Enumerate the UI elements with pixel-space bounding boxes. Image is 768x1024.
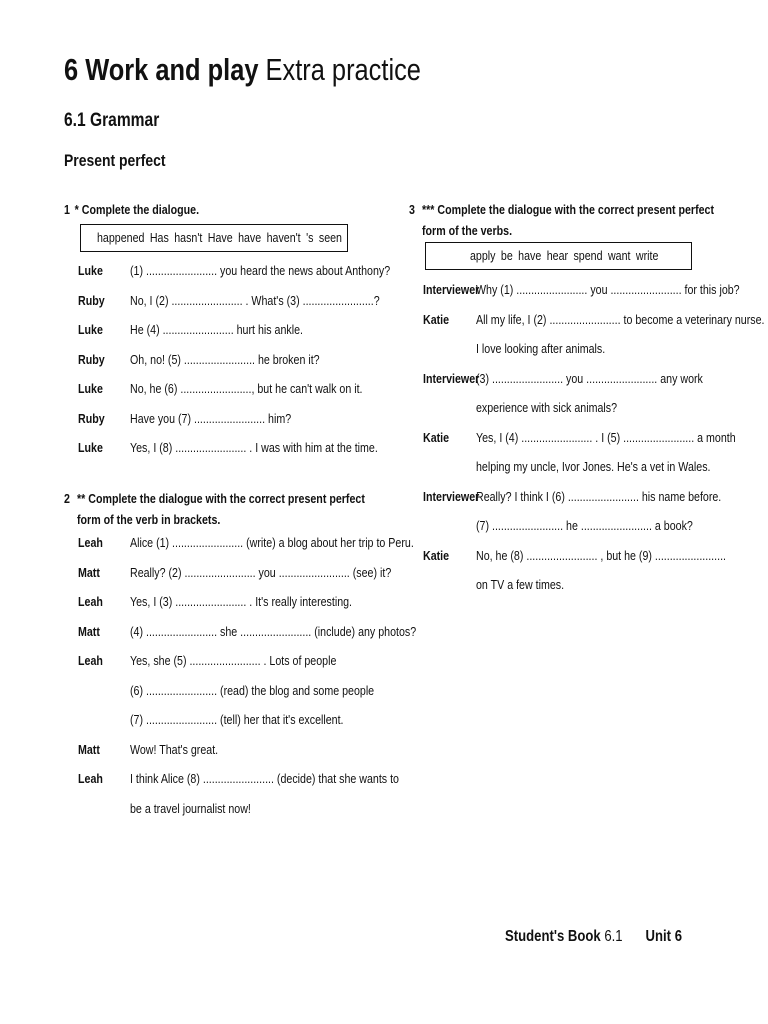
dialogue-text: Really? I think I (6) ........................ his name before.	[476, 488, 722, 504]
dialogue-text: Yes, she (5) ........................ . Lots of people	[130, 653, 337, 668]
dialogue-text: (6) ........................ (read) the blog and some people	[130, 682, 375, 698]
speaker-name: Interviewer	[423, 488, 480, 504]
subsection-heading: Present perfect	[64, 151, 166, 170]
title-rest: Extra practice	[258, 52, 421, 87]
speaker-name: Matt	[78, 564, 100, 580]
speaker-name: Luke	[78, 322, 103, 337]
speaker-name: Leah	[78, 771, 103, 786]
dialogue-text: No, I (2) ........................ . What's (3) ........................?	[130, 292, 380, 308]
dialogue-text: I love looking after animals.	[476, 341, 606, 356]
dialogue-text: No, he (6) ........................, but he can't walk on it.	[130, 381, 363, 396]
dialogue-text: I think Alice (8) ........................ (decide) that she wants to	[130, 771, 399, 786]
dialogue-text: (7) ........................ he ........................ a book?	[476, 518, 693, 533]
exercise-number: 1	[64, 202, 70, 217]
speaker-name: Katie	[423, 547, 450, 563]
speaker-name: Luke	[78, 263, 103, 278]
footer-book-number: 6.1	[600, 928, 623, 945]
dialogue-text: All my life, I (2) ........................ to become a veterinary nurse.	[476, 311, 765, 327]
dialogue-text: (7) ........................ (tell) her that it's excellent.	[130, 712, 344, 727]
dialogue-text: Wow! That's great.	[130, 741, 219, 757]
dialogue-text: (1) ........................ you heard the news about Anthony?	[130, 263, 391, 278]
exercise-3	[409, 199, 768, 592]
instruction-text: *** Complete the dialogue with the correct present perfect form of the verbs.	[422, 202, 715, 238]
dialogue-text: helping my uncle, Ivor Jones. He's a vet in Wales.	[476, 459, 711, 474]
dialogue-text: on TV a few times.	[476, 577, 565, 592]
word-box	[425, 242, 692, 270]
speaker-name: Katie	[423, 429, 450, 445]
speaker-name: Luke	[78, 440, 103, 455]
instruction-text: ** Complete the dialogue with the correct present perfect form of the verb in brackets.	[77, 491, 365, 527]
speaker-name: Matt	[78, 623, 100, 639]
word-box-words: happened Has hasn't Have have haven't 's seen	[97, 230, 342, 245]
dialogue-text: Yes, I (4) ........................ . I (5) ........................ a month	[476, 429, 736, 445]
dialogue-text: No, he (8) ........................ , but he (9) ........................	[476, 547, 726, 563]
exercise-number: 2	[64, 491, 70, 506]
dialogue-text: Really? (2) ........................ you ........................ (see) it?	[130, 564, 392, 580]
exercise-3-instruction	[409, 199, 768, 243]
speaker-name: Luke	[78, 381, 103, 396]
speaker-name: Ruby	[78, 351, 105, 367]
title-bold: 6 Work and play	[64, 52, 259, 87]
speaker-name: Leah	[78, 653, 103, 668]
footer-unit: Unit 6	[645, 928, 682, 945]
dialogue-text: He (4) ........................ hurt his ankle.	[130, 322, 303, 337]
instruction-text: * Complete the dialogue.	[74, 202, 200, 217]
dialogue-text: experience with sick animals?	[476, 400, 618, 415]
section-heading: 6.1 Grammar	[64, 110, 160, 131]
word-box	[80, 224, 348, 252]
dialogue-text: Why (1) ........................ you ........................ for this job?	[476, 282, 740, 297]
speaker-name: Matt	[78, 741, 100, 757]
dialogue-text: (3) ........................ you ........................ any work	[476, 370, 703, 386]
exercise-2-instruction	[64, 488, 444, 532]
speaker-name: Ruby	[78, 410, 105, 426]
footer	[505, 928, 682, 946]
dialogue-text: (4) ........................ she ........................ (include) any photos?	[130, 623, 417, 639]
word-box-words: apply be have hear spend want write	[470, 248, 659, 263]
exercise-number: 3	[409, 202, 415, 217]
speaker-name: Katie	[423, 311, 450, 327]
page-title	[64, 52, 421, 88]
dialogue-text: be a travel journalist now!	[130, 800, 251, 816]
speaker-name: Interviewer	[423, 370, 480, 386]
dialogue-text: Have you (7) ........................ him?	[130, 410, 292, 426]
dialogue-text: Yes, I (8) ........................ . I was with him at the time.	[130, 440, 378, 455]
speaker-name: Leah	[78, 594, 103, 609]
speaker-name: Interviewer	[423, 282, 480, 297]
speaker-name: Ruby	[78, 292, 105, 308]
dialogue-text: Oh, no! (5) ........................ he broken it?	[130, 351, 320, 367]
dialogue-text: Alice (1) ........................ (write) a blog about her trip to Peru.	[130, 535, 414, 550]
footer-book: Student's Book	[505, 928, 601, 945]
speaker-name: Leah	[78, 535, 103, 550]
dialogue-text: Yes, I (3) ........................ . It's really interesting.	[130, 594, 353, 609]
